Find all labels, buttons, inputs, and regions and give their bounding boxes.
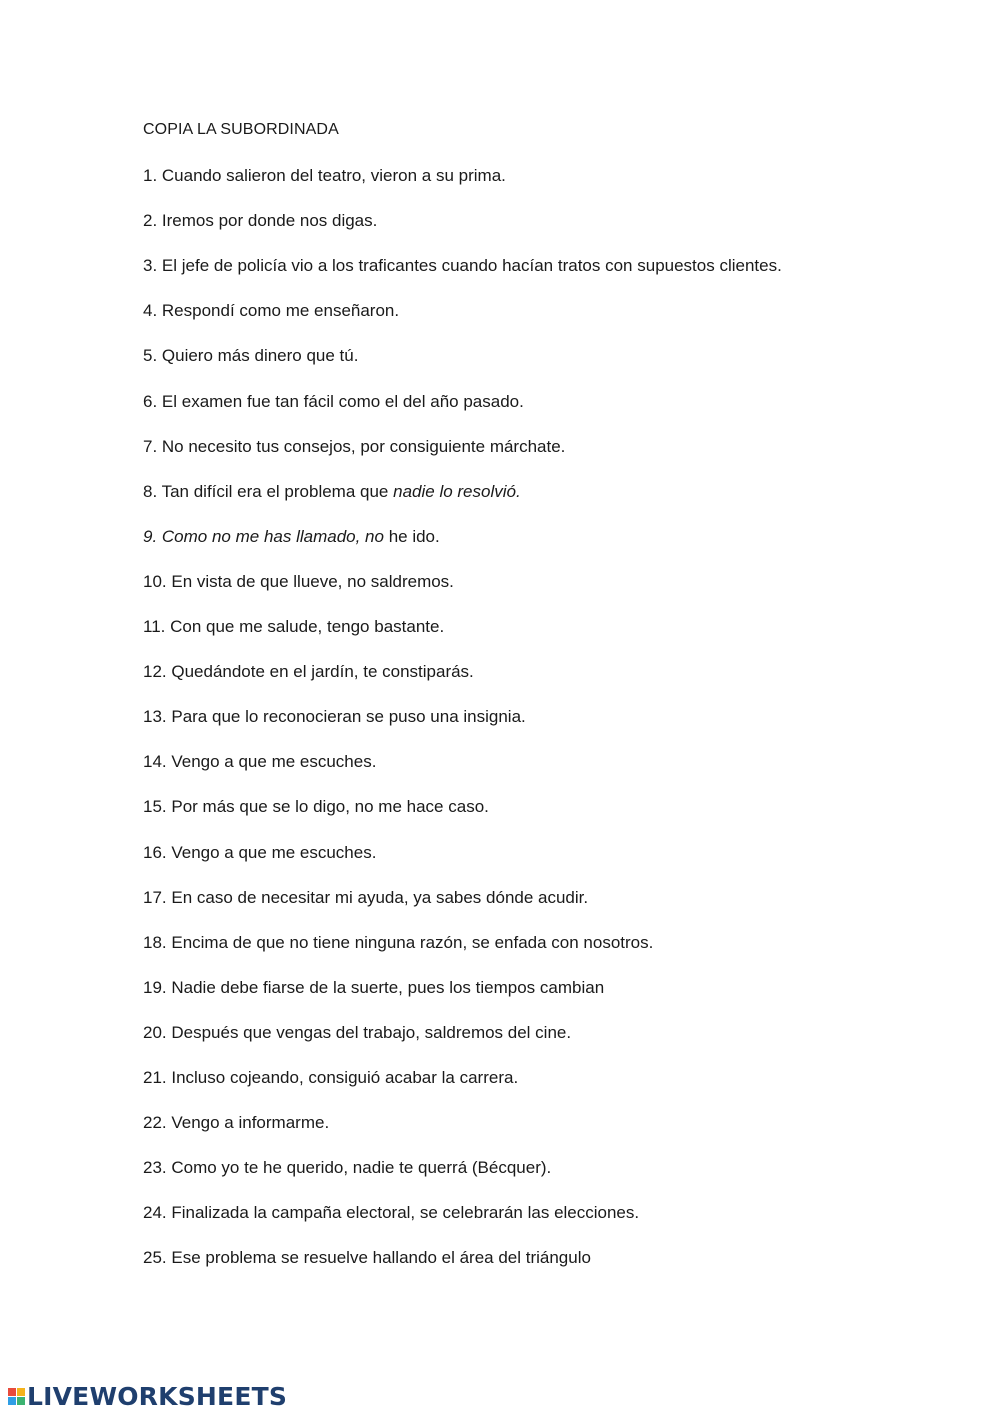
sentence-text: 24. Finalizada la campaña electoral, se celebrarán las elecciones.	[143, 1203, 640, 1222]
sentence-item	[143, 617, 444, 637]
sentence-text: 1. Cuando salieron del teatro, vieron a su prima.	[143, 166, 506, 185]
sentence-text: 21. Incluso cojeando, consiguió acabar la carrera.	[143, 1068, 519, 1087]
sentence-item	[143, 1068, 518, 1088]
sentence-item	[143, 1248, 591, 1268]
sentence-item	[143, 482, 521, 502]
sentence-text: 14. Vengo a que me escuches.	[143, 752, 377, 771]
sentence-text: he ido.	[383, 527, 440, 546]
sentence-item	[143, 1023, 571, 1043]
sentence-item	[143, 707, 526, 727]
sentence-item	[143, 527, 440, 547]
sentence-item	[143, 797, 489, 817]
sentence-item	[143, 1113, 329, 1133]
logo-text: LIVEWORKSHEETS	[27, 1381, 288, 1411]
sentence-text: 2. Iremos por donde nos digas.	[143, 211, 378, 230]
page-title: COPIA LA SUBORDINADA	[143, 121, 339, 138]
sentence-text: 8. Tan difícil era el problema que	[143, 482, 394, 501]
sentence-item	[143, 662, 474, 682]
sentence-item	[143, 888, 588, 908]
logo-blocks-icon	[8, 1388, 25, 1405]
sentence-item	[143, 301, 399, 321]
sentence-item	[143, 437, 565, 457]
sentence-text: 4. Respondí como me enseñaron.	[143, 301, 400, 320]
sentence-text: 17. En caso de necesitar mi ayuda, ya sabes dónde acudir.	[143, 888, 589, 907]
sentence-item	[143, 843, 376, 863]
sentence-item	[143, 933, 653, 953]
sentence-text: 16. Vengo a que me escuches.	[143, 843, 377, 862]
sentence-item	[143, 211, 377, 231]
sentence-text: 12. Quedándote en el jardín, te constiparás.	[143, 662, 474, 681]
sentence-text: 13. Para que lo reconocieran se puso una insignia.	[143, 707, 526, 726]
sentence-text: 3. El jefe de policía vio a los traficantes cuando hacían tratos con supuestos clientes.	[143, 256, 782, 275]
sentence-text: 7. No necesito tus consejos, por consiguiente márchate.	[143, 437, 566, 456]
sentence-item	[143, 752, 376, 772]
sentence-italic-text: 9. Como no me has llamado, no	[143, 527, 384, 546]
sentence-item	[143, 572, 454, 592]
sentence-text: 5. Quiero más dinero que tú.	[143, 346, 359, 365]
sentence-item	[143, 256, 782, 276]
sentence-item	[143, 346, 358, 366]
sentence-text: 25. Ese problema se resuelve hallando el área del triángulo	[143, 1248, 591, 1267]
sentence-item	[143, 1203, 639, 1223]
sentence-italic-text: nadie lo resolvió.	[393, 482, 521, 501]
sentence-item	[143, 1158, 551, 1178]
sentence-text: 15. Por más que se lo digo, no me hace caso.	[143, 797, 489, 816]
sentence-item	[143, 392, 524, 412]
sentence-text: 20. Después que vengas del trabajo, saldremos del cine.	[143, 1023, 572, 1042]
sentence-item	[143, 166, 506, 186]
sentence-text: 10. En vista de que llueve, no saldremos.	[143, 572, 454, 591]
sentence-text: 11. Con que me salude, tengo bastante.	[143, 617, 445, 636]
sentence-text: 22. Vengo a informarme.	[143, 1113, 330, 1132]
sentence-text: 18. Encima de que no tiene ninguna razón, se enfada con nosotros.	[143, 933, 654, 952]
sentence-text: 23. Como yo te he querido, nadie te querrá (Bécquer).	[143, 1158, 552, 1177]
sentence-item	[143, 978, 604, 998]
liveworksheets-logo[interactable]	[8, 1383, 287, 1409]
sentence-text: 19. Nadie debe fiarse de la suerte, pues los tiempos cambian	[143, 978, 605, 997]
sentence-text: 6. El examen fue tan fácil como el del año pasado.	[143, 392, 524, 411]
